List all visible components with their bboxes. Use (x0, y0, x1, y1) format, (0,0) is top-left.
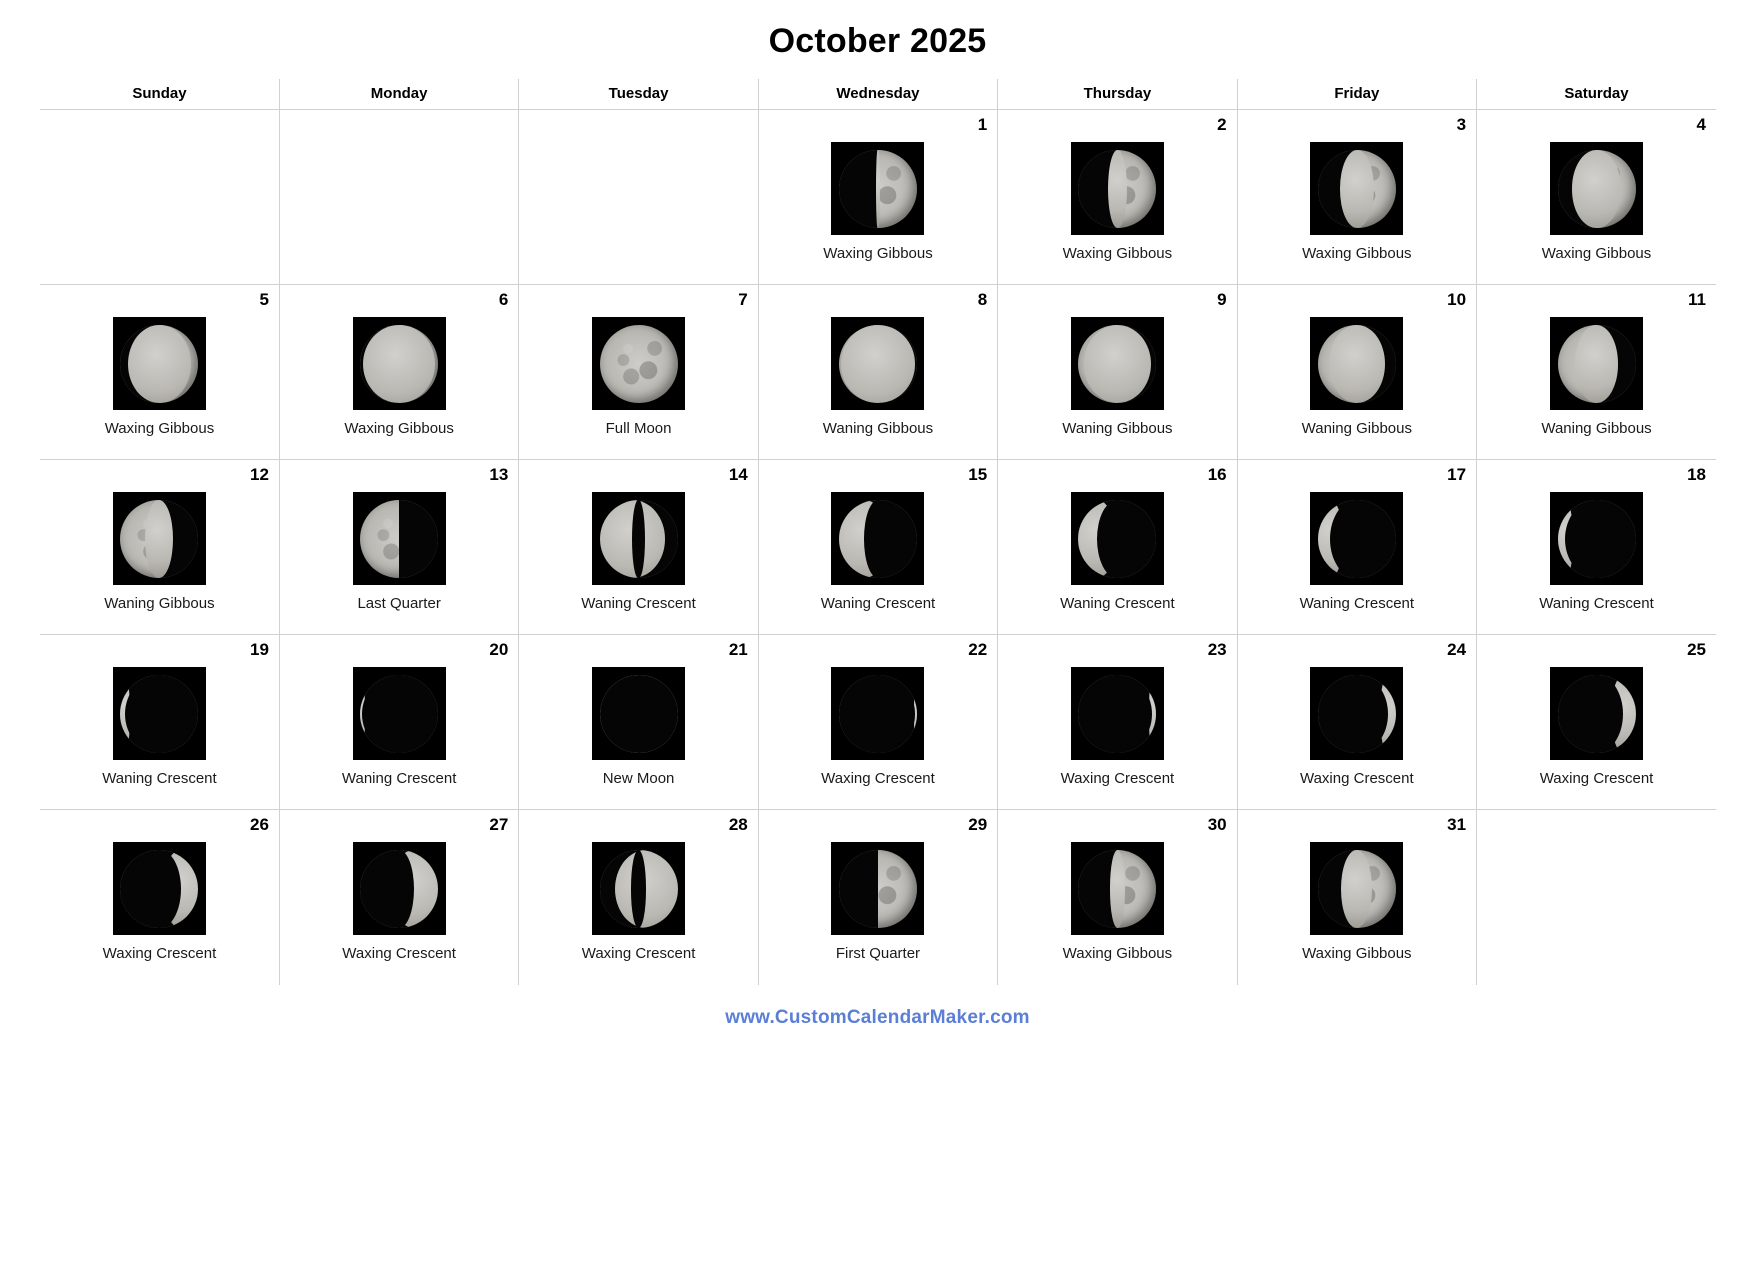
day-number: 9 (1217, 290, 1227, 309)
calendar-day-cell[interactable] (998, 285, 1237, 460)
day-content (1238, 810, 1476, 985)
calendar-day-cell[interactable] (1237, 110, 1476, 285)
day-number: 22 (968, 640, 988, 659)
calendar-day-cell[interactable] (1477, 460, 1716, 635)
day-number: 14 (728, 465, 748, 484)
day-content (759, 810, 997, 985)
day-number: 31 (1447, 815, 1467, 834)
moon-phase-icon (113, 492, 206, 585)
moon-phase-label: Waxing Gibbous (823, 245, 933, 262)
page-title: October 2025 (768, 22, 987, 60)
calendar-day-cell[interactable] (998, 460, 1237, 635)
day-content (1238, 635, 1476, 809)
moon-phase-icon (592, 317, 685, 410)
calendar-week-row (40, 635, 1716, 810)
moon-phase-label: Waxing Crescent (821, 770, 935, 787)
moon-phase-icon (1071, 142, 1164, 235)
moon-phase-label: Waning Crescent (820, 595, 936, 612)
weekday-header-tuesday: Tuesday (519, 79, 758, 110)
calendar-day-cell[interactable] (758, 110, 997, 285)
day-number: 7 (738, 290, 748, 309)
moon-phase-icon (1071, 492, 1164, 585)
moon-phase-label: Waxing Gibbous (1541, 245, 1652, 262)
day-content (998, 110, 1236, 284)
day-number: 17 (1447, 465, 1467, 484)
moon-phase-label: Waxing Crescent (1060, 770, 1175, 787)
day-number: 4 (1696, 115, 1706, 134)
day-number: 6 (498, 290, 509, 309)
moon-phase-icon (1550, 667, 1643, 760)
day-number: 10 (1447, 290, 1467, 309)
calendar-week-row (40, 285, 1716, 460)
moon-phase-icon (353, 492, 446, 585)
calendar-day-cell[interactable] (1477, 285, 1716, 460)
day-number: 2 (1217, 115, 1227, 134)
moon-phase-icon (831, 317, 924, 410)
moon-phase-label: Waxing Gibbous (1302, 945, 1412, 962)
day-number: 25 (1687, 640, 1706, 659)
calendar-day-cell[interactable] (279, 810, 518, 985)
calendar-day-cell[interactable] (758, 810, 997, 985)
calendar-day-cell[interactable] (40, 285, 279, 460)
day-number: 1 (977, 115, 988, 134)
day-content (1238, 460, 1476, 634)
calendar-day-cell[interactable] (279, 460, 518, 635)
moon-phase-icon (353, 317, 446, 410)
day-number: 28 (728, 815, 748, 834)
day-content (998, 635, 1236, 809)
moon-phase-label: New Moon (602, 770, 675, 787)
moon-phase-label: Full Moon (605, 420, 672, 437)
day-number: 12 (250, 465, 269, 484)
day-number: 5 (259, 290, 269, 309)
moon-phase-icon (831, 842, 924, 935)
weekday-header-thursday: Thursday (998, 79, 1237, 110)
moon-phase-label: Waning Crescent (1299, 595, 1415, 612)
weekday-header-sunday: Sunday (40, 79, 279, 110)
day-number: 26 (250, 815, 269, 834)
calendar-body (40, 110, 1716, 985)
weekday-header-saturday: Saturday (1477, 79, 1716, 110)
moon-phase-icon (113, 667, 206, 760)
calendar-day-cell[interactable] (1477, 110, 1716, 285)
calendar-day-cell[interactable] (279, 635, 518, 810)
day-content (519, 460, 757, 634)
day-content (40, 635, 279, 809)
moon-phase-label: Waning Gibbous (1062, 420, 1173, 437)
day-content (998, 460, 1236, 634)
moon-phase-icon (592, 667, 685, 760)
weekday-header-row (40, 79, 1716, 110)
day-content (759, 110, 997, 284)
day-content (40, 460, 279, 634)
day-number: 16 (1207, 465, 1227, 484)
day-number: 15 (968, 465, 988, 484)
calendar-day-cell[interactable] (1477, 635, 1716, 810)
day-content (759, 635, 997, 809)
calendar-day-cell[interactable] (519, 460, 758, 635)
day-content (1477, 635, 1716, 809)
moon-phase-icon (1550, 142, 1643, 235)
calendar-day-cell[interactable] (758, 285, 997, 460)
day-number: 23 (1207, 640, 1227, 659)
moon-phase-icon (1071, 842, 1164, 935)
calendar-week-row (40, 460, 1716, 635)
day-number: 29 (968, 815, 988, 834)
moon-phase-label: Waxing Gibbous (1062, 945, 1173, 962)
calendar-day-cell[interactable] (40, 810, 279, 985)
moon-phase-label: Waxing Gibbous (1062, 245, 1173, 262)
calendar-day-cell[interactable] (40, 635, 279, 810)
moon-phase-icon (1310, 842, 1403, 935)
calendar-day-cell[interactable] (1237, 285, 1476, 460)
moon-phase-label: Waning Crescent (341, 770, 457, 787)
day-number: 11 (1688, 290, 1706, 309)
calendar-day-cell[interactable] (998, 110, 1237, 285)
moon-phase-label: Waxing Gibbous (344, 420, 454, 437)
moon-phase-icon (1550, 317, 1643, 410)
moon-phase-label: Waning Gibbous (1541, 420, 1652, 437)
day-content (1238, 285, 1476, 459)
moon-phase-label: Waning Crescent (1539, 595, 1654, 612)
moon-phase-label: Waxing Crescent (1299, 770, 1414, 787)
day-content (759, 285, 997, 459)
moon-phase-icon (113, 842, 206, 935)
moon-phase-label: Waxing Crescent (342, 945, 456, 962)
moon-phase-icon (831, 492, 924, 585)
calendar-day-cell[interactable] (279, 285, 518, 460)
day-content (1477, 110, 1716, 284)
calendar-day-cell[interactable] (519, 285, 758, 460)
calendar-day-cell[interactable] (998, 635, 1237, 810)
moon-phase-label: Waning Crescent (581, 595, 696, 612)
calendar-empty-cell (279, 110, 518, 285)
day-content (998, 810, 1236, 985)
day-content (40, 810, 279, 985)
moon-phase-label: Waning Gibbous (822, 420, 934, 437)
moon-phase-label: Waxing Crescent (581, 945, 696, 962)
calendar-day-cell[interactable] (519, 635, 758, 810)
day-content (40, 285, 279, 459)
day-number: 27 (489, 815, 509, 834)
moon-phase-label: Waxing Gibbous (1302, 245, 1412, 262)
moon-phase-icon (113, 317, 206, 410)
moon-phase-icon (353, 667, 446, 760)
day-content (998, 285, 1236, 459)
day-content (280, 810, 518, 985)
moon-phase-icon (1071, 667, 1164, 760)
day-number: 20 (489, 640, 509, 659)
calendar-day-cell[interactable] (1237, 810, 1476, 985)
moon-phase-label: Waning Gibbous (104, 595, 215, 612)
calendar-day-cell[interactable] (758, 635, 997, 810)
day-content (519, 635, 757, 809)
calendar-day-cell[interactable] (998, 810, 1237, 985)
day-content (759, 460, 997, 634)
day-content (1477, 285, 1716, 459)
moon-phase-icon (831, 142, 924, 235)
moon-phase-icon (1071, 317, 1164, 410)
day-number: 21 (728, 640, 748, 659)
weekday-header-monday: Monday (279, 79, 518, 110)
day-content (519, 285, 757, 459)
calendar-day-cell[interactable] (758, 460, 997, 635)
calendar-empty-cell (1477, 810, 1716, 985)
day-number: 13 (489, 465, 509, 484)
day-content (519, 810, 757, 985)
moon-phase-icon (592, 842, 685, 935)
moon-phase-label: Waning Crescent (102, 770, 217, 787)
day-content (280, 635, 518, 809)
calendar-day-cell[interactable] (40, 460, 279, 635)
moon-phase-label: First Quarter (835, 945, 921, 962)
calendar-week-row (40, 810, 1716, 985)
moon-phase-icon (1550, 492, 1643, 585)
day-content (1477, 460, 1716, 634)
day-number: 19 (250, 640, 269, 659)
moon-phase-label: Last Quarter (357, 595, 441, 612)
day-number: 3 (1456, 115, 1467, 134)
calendar-day-cell[interactable] (1237, 460, 1476, 635)
calendar-day-cell[interactable] (519, 810, 758, 985)
moon-phase-icon (1310, 667, 1403, 760)
weekday-header-wednesday: Wednesday (758, 79, 997, 110)
calendar-empty-cell (519, 110, 758, 285)
moon-phase-icon (353, 842, 446, 935)
day-number: 30 (1207, 815, 1227, 834)
day-content (280, 285, 518, 459)
day-number: 18 (1687, 465, 1706, 484)
moon-phase-icon (831, 667, 924, 760)
moon-phase-label: Waxing Crescent (102, 945, 217, 962)
calendar-page (0, 22, 1755, 1262)
moon-phase-calendar (40, 79, 1716, 985)
day-content (1238, 110, 1476, 284)
moon-phase-icon (592, 492, 685, 585)
day-number: 24 (1447, 640, 1467, 659)
moon-phase-label: Waxing Crescent (1539, 770, 1654, 787)
moon-phase-label: Waning Gibbous (1301, 420, 1412, 437)
calendar-empty-cell (40, 110, 279, 285)
weekday-header-friday: Friday (1237, 79, 1476, 110)
moon-phase-icon (1310, 142, 1403, 235)
day-number: 8 (977, 290, 988, 309)
moon-phase-icon (1310, 317, 1403, 410)
moon-phase-label: Waxing Gibbous (104, 420, 215, 437)
day-content (280, 460, 518, 634)
moon-phase-label: Waning Crescent (1060, 595, 1175, 612)
calendar-day-cell[interactable] (1237, 635, 1476, 810)
calendar-week-row (40, 110, 1716, 285)
site-credit[interactable]: www.CustomCalendarMaker.com (725, 1006, 1030, 1028)
moon-phase-icon (1310, 492, 1403, 585)
